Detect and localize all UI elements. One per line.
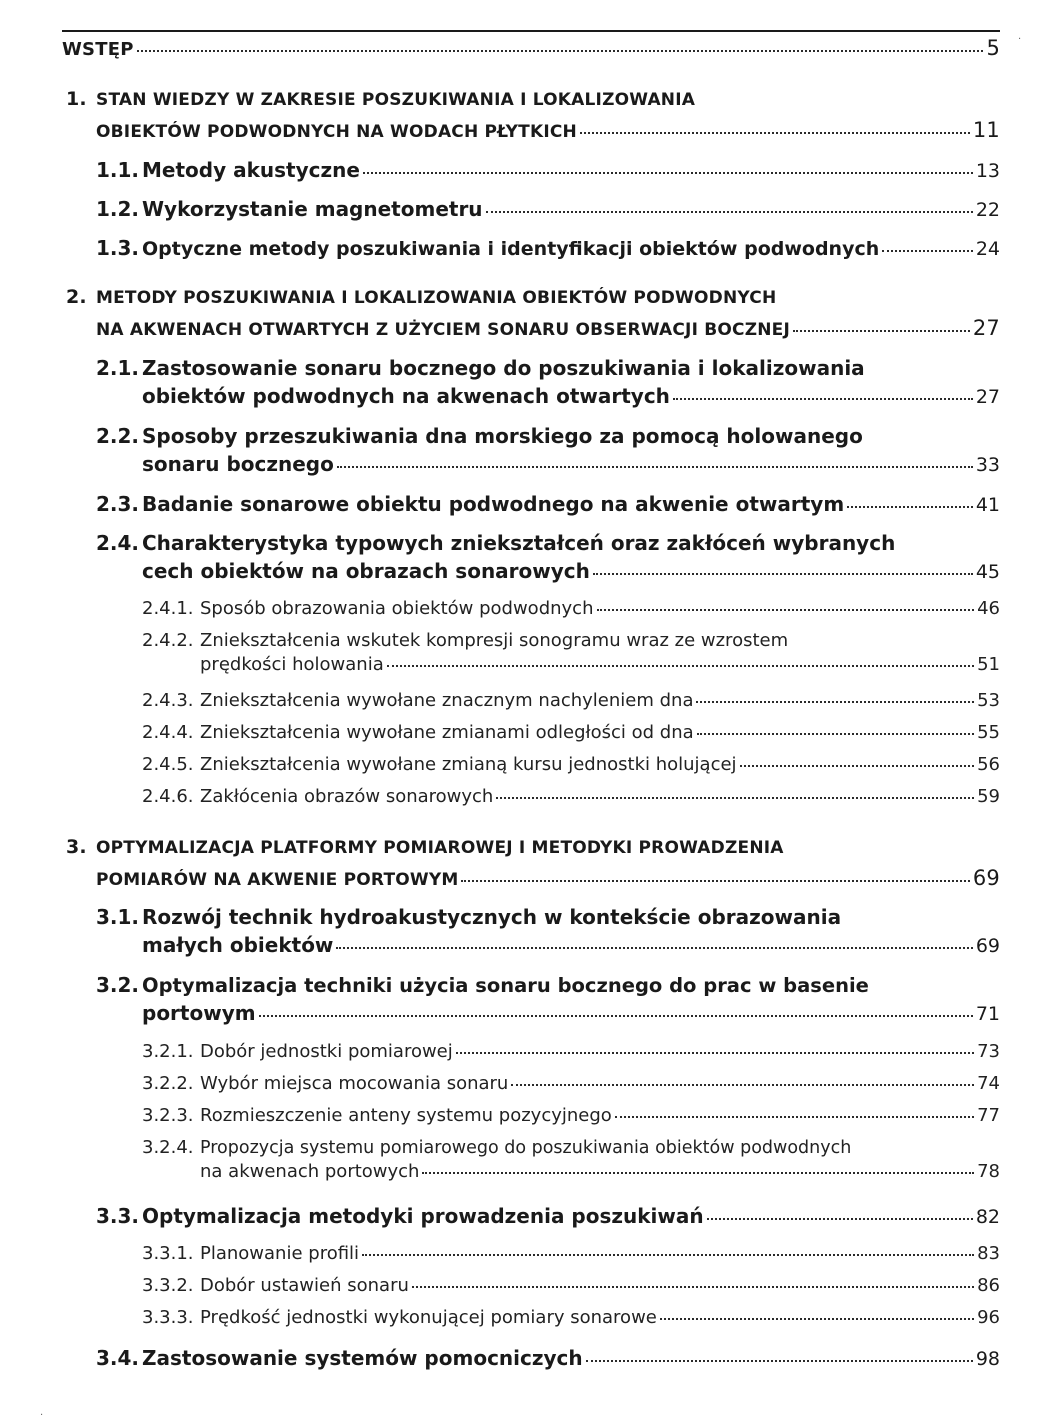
toc-section-3-4[interactable]	[96, 1346, 1000, 1370]
section-number: 1.1.	[96, 158, 140, 182]
toc-subsection-3-2-4[interactable]	[142, 1137, 1000, 1182]
subsection-title: Planowanie profili	[200, 1243, 360, 1264]
dot-leader	[337, 466, 973, 468]
subsection-title-line2: na akwenach portowych	[200, 1161, 420, 1182]
dot-leader	[496, 797, 974, 799]
section-title: Metody akustyczne	[142, 158, 360, 182]
section-title-line2: cech obiektów na obrazach sonarowych	[142, 559, 590, 583]
page-number: 41	[975, 494, 1000, 516]
section-number: 2.2.	[96, 424, 140, 448]
chapter-number: 1.	[66, 88, 87, 110]
page-number: 96	[977, 1307, 1000, 1328]
page-number: 45	[975, 561, 1000, 583]
page-number: 11	[972, 118, 1000, 142]
page-number: 33	[975, 454, 1000, 476]
page-number: 24	[975, 238, 1000, 260]
toc-subsection-2-4-5[interactable]	[142, 754, 1000, 775]
chapter-title-line1: STAN WIEDZY W ZAKRESIE POSZUKIWANIA I LOKALIZOWANIA	[96, 90, 696, 110]
subsection-title: Zakłócenia obrazów sonarowych	[200, 786, 494, 807]
page-number: 86	[977, 1275, 1000, 1296]
toc-subsection-3-3-1[interactable]	[142, 1243, 1000, 1264]
page-number: 53	[977, 690, 1000, 711]
toc-section-3-1[interactable]	[96, 905, 1000, 957]
dot-leader	[422, 1172, 974, 1174]
section-title-line2: sonaru bocznego	[142, 452, 334, 476]
toc-entry-intro[interactable]	[62, 36, 1000, 60]
toc-section-2-1[interactable]	[96, 356, 1000, 408]
section-number: 2.1.	[96, 356, 140, 380]
toc-subsection-2-4-2[interactable]	[142, 630, 1000, 675]
dot-leader	[387, 665, 974, 667]
section-number: 3.4.	[96, 1346, 140, 1370]
scan-speck: ·	[40, 1410, 44, 1421]
subsection-title: Zniekształcenia wywołane zmianami odległości od dna	[200, 722, 694, 743]
toc-section-3-2[interactable]	[96, 973, 1000, 1025]
toc-subsection-3-2-1[interactable]	[142, 1041, 1000, 1062]
subsection-number: 3.3.1.	[142, 1243, 194, 1264]
subsection-title: Dobór ustawień sonaru	[200, 1275, 409, 1296]
page-number: 55	[977, 722, 1000, 743]
subsection-number: 3.2.2.	[142, 1073, 194, 1094]
dot-leader	[363, 172, 973, 174]
chapter-title-line2: OBIEKTÓW PODWODNYCH NA WODACH PŁYTKICH	[96, 122, 577, 142]
toc-chapter-1[interactable]	[66, 88, 1000, 142]
page-number: 69	[972, 866, 1000, 890]
subsection-number: 2.4.4.	[142, 722, 194, 743]
dot-leader	[615, 1116, 974, 1118]
toc-section-1-3[interactable]	[96, 236, 1000, 260]
chapter-title-line2: NA AKWENACH OTWARTYCH Z UŻYCIEM SONARU OBSERWACJI BOCZNEJ	[96, 320, 790, 340]
page-number: 98	[975, 1348, 1000, 1370]
dot-leader	[740, 765, 975, 767]
dot-leader	[793, 330, 970, 332]
toc-subsection-3-2-3[interactable]	[142, 1105, 1000, 1126]
subsection-number: 2.4.3.	[142, 690, 194, 711]
page-number: 83	[977, 1243, 1000, 1264]
subsection-number: 3.2.4.	[142, 1137, 194, 1158]
subsection-title: Zniekształcenia wywołane znacznym nachyleniem dna	[200, 690, 694, 711]
dot-leader	[412, 1286, 974, 1288]
dot-leader	[580, 132, 970, 134]
section-title: Badanie sonarowe obiektu podwodnego na akwenie otwartym	[142, 492, 845, 516]
page-number: 51	[977, 654, 1000, 675]
section-title-line1: Zastosowanie sonaru bocznego do poszukiwania i lokalizowania	[142, 356, 865, 380]
page-number: 69	[975, 935, 1000, 957]
section-number: 3.3.	[96, 1204, 140, 1228]
section-title: Zastosowanie systemów pomocniczych	[142, 1346, 583, 1370]
dot-leader	[362, 1254, 974, 1256]
toc-chapter-3[interactable]	[66, 836, 1000, 890]
dot-leader	[696, 701, 974, 703]
dot-leader	[593, 573, 973, 575]
dot-leader	[336, 947, 972, 949]
toc-subsection-3-3-2[interactable]	[142, 1275, 1000, 1296]
section-number: 2.3.	[96, 492, 140, 516]
entry-title: WSTĘP	[62, 39, 134, 60]
subsection-title: Prędkość jednostki wykonującej pomiary sonarowe	[200, 1307, 657, 1328]
dot-leader	[673, 398, 973, 400]
page-number: 46	[977, 598, 1000, 619]
page-number: 5	[986, 36, 1000, 60]
subsection-title: Sposób obrazowania obiektów podwodnych	[200, 598, 594, 619]
toc-section-2-4[interactable]	[96, 531, 1000, 583]
page-number: 59	[977, 786, 1000, 807]
section-number: 2.4.	[96, 531, 140, 555]
subsection-title: Zniekształcenia wywołane zmianą kursu jednostki holującej	[200, 754, 737, 775]
section-number: 3.1.	[96, 905, 140, 929]
subsection-number: 2.4.2.	[142, 630, 194, 651]
toc-subsection-2-4-6[interactable]	[142, 786, 1000, 807]
dot-leader	[486, 211, 973, 213]
section-number: 3.2.	[96, 973, 140, 997]
page-number: 13	[975, 160, 1000, 182]
section-title-line1: Optymalizacja techniki użycia sonaru bocznego do prac w basenie	[142, 974, 869, 997]
dot-leader	[882, 250, 973, 252]
dot-leader	[660, 1318, 974, 1320]
subsection-number: 2.4.6.	[142, 786, 194, 807]
toc-subsection-2-4-1[interactable]	[142, 598, 1000, 619]
page-number: 27	[975, 386, 1000, 408]
section-title: Wykorzystanie magnetometru	[142, 197, 483, 221]
toc-subsection-2-4-3[interactable]	[142, 690, 1000, 711]
page-number: 71	[975, 1003, 1000, 1025]
section-title: Optyczne metody poszukiwania i identyfikacji obiektów podwodnych	[142, 238, 880, 260]
dot-leader	[456, 1052, 974, 1054]
page-number: 74	[977, 1073, 1000, 1094]
chapter-number: 2.	[66, 286, 87, 308]
subsection-number: 3.2.3.	[142, 1105, 194, 1126]
chapter-title-line1: METODY POSZUKIWANIA I LOKALIZOWANIA OBIEKTÓW PODWODNYCH	[96, 288, 777, 308]
dot-leader	[137, 50, 984, 52]
chapter-title-line2: POMIARÓW NA AKWENIE PORTOWYM	[96, 870, 459, 890]
toc-subsection-2-4-4[interactable]	[142, 722, 1000, 743]
dot-leader	[259, 1015, 973, 1017]
page-number: 56	[977, 754, 1000, 775]
chapter-number: 3.	[66, 836, 87, 858]
subsection-number: 2.4.1.	[142, 598, 194, 619]
subsection-number: 3.3.3.	[142, 1307, 194, 1328]
toc-section-2-2[interactable]	[96, 424, 1000, 476]
toc-section-1-2[interactable]	[96, 197, 1000, 221]
page-number: 22	[975, 199, 1000, 221]
subsection-title-line1: Zniekształcenia wskutek kompresji sonogramu wraz ze wzrostem	[200, 630, 789, 651]
section-title-line1: Sposoby przeszukiwania dna morskiego za pomocą holowanego	[142, 424, 863, 448]
section-title-line2: portowym	[142, 1001, 256, 1025]
dot-leader	[511, 1084, 974, 1086]
subsection-number: 3.3.2.	[142, 1275, 194, 1296]
toc-chapter-2[interactable]	[66, 286, 1000, 340]
section-title-line2: małych obiektów	[142, 933, 334, 957]
page-number: 82	[975, 1206, 1000, 1228]
section-title-line1: Rozwój technik hydroakustycznych w kontekście obrazowania	[142, 905, 842, 929]
dot-leader	[847, 506, 973, 508]
page-number: 77	[977, 1105, 1000, 1126]
subsection-title-line1: Propozycja systemu pomiarowego do poszukiwania obiektów podwodnych	[200, 1138, 852, 1158]
dot-leader	[597, 609, 975, 611]
dot-leader	[697, 733, 974, 735]
dot-leader	[707, 1218, 973, 1220]
top-rule	[62, 30, 1000, 32]
scan-speck: ·	[1018, 34, 1022, 45]
toc-subsection-3-2-2[interactable]	[142, 1073, 1000, 1094]
dot-leader	[461, 880, 969, 882]
subsection-title: Rozmieszczenie anteny systemu pozycyjnego	[200, 1105, 612, 1126]
subsection-title: Wybór miejsca mocowania sonaru	[200, 1073, 509, 1094]
subsection-title: Dobór jednostki pomiarowej	[200, 1041, 453, 1062]
toc-section-2-3[interactable]	[96, 492, 1000, 516]
chapter-title-line1: OPTYMALIZACJA PLATFORMY POMIAROWEJ I METODYKI PROWADZENIA	[96, 838, 784, 858]
section-number: 1.3.	[96, 236, 140, 260]
section-title: Optymalizacja metodyki prowadzenia poszukiwań	[142, 1204, 704, 1228]
page-number: 73	[977, 1041, 1000, 1062]
section-title-line2: obiektów podwodnych na akwenach otwartych	[142, 384, 670, 408]
toc-section-3-3[interactable]	[96, 1204, 1000, 1228]
subsection-number: 2.4.5.	[142, 754, 194, 775]
dot-leader	[586, 1360, 973, 1362]
toc-subsection-3-3-3[interactable]	[142, 1307, 1000, 1328]
section-title-line1: Charakterystyka typowych zniekształceń oraz zakłóceń wybranych	[142, 531, 896, 555]
section-number: 1.2.	[96, 197, 140, 221]
page-number: 78	[977, 1161, 1000, 1182]
subsection-number: 3.2.1.	[142, 1041, 194, 1062]
toc-section-1-1[interactable]	[96, 158, 1000, 182]
page-number: 27	[972, 316, 1000, 340]
subsection-title-line2: prędkości holowania	[200, 654, 384, 675]
